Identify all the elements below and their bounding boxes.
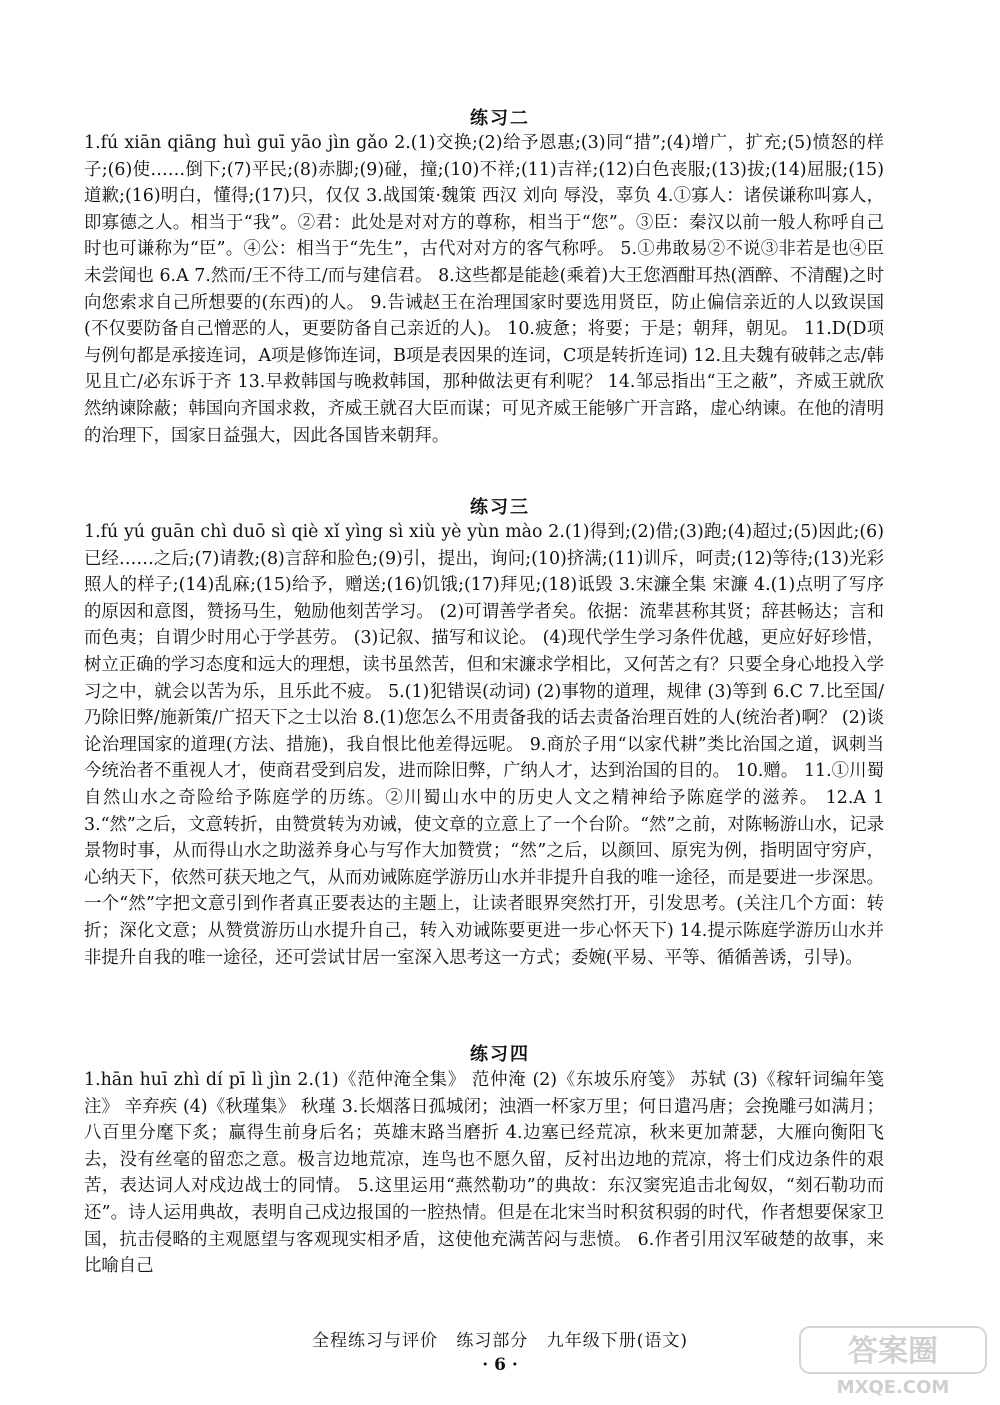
watermark-brand: 答案圈 — [848, 1334, 938, 1369]
footer-book-title: 全程练习与评价 — [311, 1331, 438, 1351]
footer-part: 练习部分 — [456, 1331, 529, 1351]
section-body-3: 1.fú yú guān chì duō sì qiè xǐ yìng sì xiù yè yùn mào 2.(1)得到;(2)借;(3)跑;(4)超过;(5)因此;(6)已经……之后;(7)请教;(8)言辞和脸色;(9)引，提出，询问;(10)挤满;(11)训斥，呵责;(12)等待;(13)光彩照人的样子;(14)乱麻;(15)给予，赠送;(16)饥饿;(17)拜见;(18)诋毁 3.宋濂全集 宋濂 4.(1)点明了写序的原因和意图，赞扬马生，勉励他刻苦学习。 (2)可谓善学者矣。依据：流辈甚称其贤；辞甚畅达；言和而色夷；自谓少时用心于学甚劳。 (3)记叙、描写和议论。 (4)现代学生学习条件优越，更应好好珍惜，树立正确的学习态度和远大的理想，读书虽然苦，但和宋濂求学相比，又何苦之有？只要全身心地投入学习之中，就会以苦为乐，且乐此不疲。 5.(1)犯错误(动词) (2)事物的道理，规律 (3)等到 6.C 7.比至国/乃除旧弊/施新策/广招天下之士以治 8.(1)您怎么不用责备我的话去责备治理百姓的人(统治者)啊？ (2)谈论治理国家的道理(方法、措施)，我自恨比他差得远呢。 9.商於子用“以家代耕”类比治国之道，讽刺当今统治者不重视人才，使商君受到启发，进而除旧弊，广纳人才，达到治国的目的。 10.赠。 11.①川蜀自然山水之奇险给予陈庭学的历练。②川蜀山水中的历史人文之精神给予陈庭学的滋养。 12.A 13.“然”之后，文意转折，由赞赏转为劝诫，使文章的立意上了一个台阶。“然”之前，对陈畅游山水，记录景物时事，从而得山水之助滋养身心与写作大加赞赏；“然”之后，以颜回、原宪为例，指明固守穷庐，心纳天下，依然可获天地之气，从而劝诫陈庭学游历山水并非提升自我的唯一途径，而是要进一步深思。一个“然”字把文意引到作者真正要表达的主题上，让读者眼界突然打开，引发思考。(关注几个方面：转折；深化文意；从赞赏游历山水提升自己，转入劝诫陈要更进一步心怀天下) 14.提示陈庭学游历山水并非提升自我的唯一途径，还可尝试甘居一室深入思考这一方式；委婉(平易、平等、循循善诱，引导)。 — [84, 522, 884, 968]
footer-grade: 九年级下册(语文) — [546, 1331, 689, 1351]
watermark-logo — [798, 1325, 988, 1397]
page-number: · 6 · — [482, 1355, 518, 1375]
section-title-4: 练习四 — [470, 1044, 530, 1065]
watermark-site: MXQE.COM — [836, 1377, 950, 1397]
section-body-2: 1.fú xiān qiāng huì guī yāo jìn gǎo 2.(1)交换;(2)给予恩惠;(3)同“措”;(4)增广，扩充;(5)愤怒的样子;(6)使……倒下;(7)平民;(8)赤脚;(9)碰，撞;(10)不祥;(11)吉祥;(12)白色丧服;(13)拔;(14)屈服;(15)道歉;(16)明白，懂得;(17)只，仅仅 3.战国策·魏策 西汉 刘向 辱没，辜负 4.①寡人：诸侯谦称叫寡人，即寡德之人。相当于“我”。②君：此处是对对方的尊称，相当于“您”。③臣：秦汉以前一般人称呼自己时也可谦称为“臣”。④公：相当于“先生”，古代对对方的客气称呼。 5.①弗敢易②不说③非若是也④臣未尝闻也 6.A 7.然而/王不待工/而与建信君。 8.这些都是能趁(乘着)大王您酒酣耳热(酒醉、不清醒)之时向您索求自己所想要的(东西)的人。 9.告诫赵王在治理国家时要选用贤臣，防止偏信亲近的人以致误国(不仅要防备自己憎恶的人，更要防备自己亲近的人)。 10.疲惫；将要；于是；朝拜，朝见。 11.D(D项与例句都是承接连词，A项是修饰连词，B项是表因果的连词，C项是转折连词) 12.且夫魏有破韩之志/韩见且亡/必东诉于齐 13.早救韩国与晚救韩国，那种做法更有利呢？ 14.邹忌指出“王之蔽”，齐威王就欣然纳谏除蔽；韩国向齐国求救，齐威王就召大臣而谋；可见齐威王能够广开言路，虚心纳谏。在他的清明的治理下，国家日益强大，因此各国皆来朝拜。 — [84, 133, 884, 446]
section-title-3: 练习三 — [470, 497, 530, 518]
section-body-4: 1.hān huī zhì dí pī lì jìn 2.(1)《范仲淹全集》 范仲淹 (2)《东坡乐府笺》 苏轼 (3)《稼轩词编年笺注》 辛弃疾 (4)《秋瑾集》 秋瑾 3.长烟落日孤城闭；浊酒一杯家万里；何日遣冯唐；会挽雕弓如满月；八百里分麾下炙；赢得生前身后名；英雄末路当磨折 4.边塞已经荒凉，秋来更加萧瑟，大雁向衡阳飞去，没有丝毫的留恋之意。极言边地荒凉，连鸟也不愿久留，反衬出边地的荒凉，将士们戍边条件的艰苦，表达词人对戍边战士的同情。 5.这里运用“燕然勒功”的典故：东汉窦宪追击北匈奴，“刻石勒功而还”。诗人运用典故，表明自己戍边报国的一腔热情。但是在北宋当时积贫积弱的时代，作者想要保家卫国，抗击侵略的主观愿望与客观现实相矛盾，这使他充满苦闷与悲愤。 6.作者引用汉军破楚的故事，来比喻自己 — [84, 1070, 884, 1277]
section-title-2: 练习二 — [470, 108, 530, 129]
